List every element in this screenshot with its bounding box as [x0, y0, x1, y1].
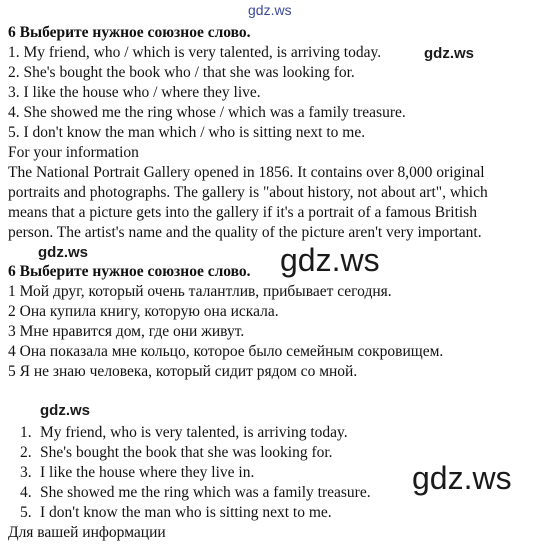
task-title-en: 6 Выберите нужное союзное слово.: [8, 24, 251, 41]
answer-item: [20, 423, 348, 443]
watermark-3: gdz.ws: [280, 242, 380, 278]
task-ru-item-1: 1 Мой друг, который очень талантлив, прибывает сегодня.: [8, 283, 392, 300]
watermark-4: gdz.ws: [40, 402, 91, 419]
info-line-4: person. The artist's name and the quality of the picture aren't very important.: [8, 224, 482, 241]
answer-text: My friend, who is very talented, is arriving today.: [40, 424, 348, 441]
answer-number: 3.: [20, 464, 32, 481]
answer-text: I don't know the man who is sitting next to me.: [40, 504, 332, 521]
answer-item: [20, 503, 332, 523]
task-item-4: 4. She showed me the ring whose / which was a family treasure.: [8, 104, 406, 121]
answer-item: [20, 443, 333, 463]
watermark-1: gdz.ws: [424, 45, 475, 62]
answer-number: 4.: [20, 484, 32, 501]
watermark-top: gdz.ws: [248, 2, 292, 18]
watermark-2: gdz.ws: [38, 244, 89, 261]
task-title-ru: 6 Выберите нужное союзное слово.: [8, 263, 251, 280]
task-item-1: 1. My friend, who / which is very talented, is arriving today.: [8, 44, 382, 61]
info-line-1: The National Portrait Gallery opened in 1856. It contains over 8,000 original: [8, 164, 485, 181]
answer-number: 1.: [20, 424, 32, 441]
task-item-5: 5. I don't know the man which / who is sitting next to me.: [8, 124, 366, 141]
footer-heading: Для вашей информации: [8, 524, 166, 541]
answer-number: 2.: [20, 444, 32, 461]
task-ru-item-5: 5 Я не знаю человека, который сидит рядом со мной.: [8, 363, 358, 380]
info-heading: For your information: [8, 144, 139, 161]
answer-number: 5.: [20, 504, 32, 521]
info-line-2: portraits and photographs. The gallery is "about history, not about art", which: [8, 184, 488, 201]
answer-text: She's bought the book that she was looking for.: [40, 444, 333, 461]
task-ru-item-3: 3 Мне нравится дом, где они живут.: [8, 323, 245, 340]
task-ru-item-4: 4 Она показала мне кольцо, которое было семейным сокровищем.: [8, 343, 444, 360]
answer-item: [20, 483, 371, 503]
answer-item: [20, 463, 254, 483]
task-ru-item-2: 2 Она купила книгу, которую она искала.: [8, 303, 279, 320]
answer-text: She showed me the ring which was a family treasure.: [40, 484, 371, 501]
task-item-3: 3. I like the house who / where they live.: [8, 84, 261, 101]
answer-text: I like the house where they live in.: [40, 464, 255, 481]
info-line-3: means that a picture gets into the gallery if it's a portrait of a famous British: [8, 204, 477, 221]
task-item-2: 2. She's bought the book who / that she was looking for.: [8, 64, 355, 81]
watermark-5: gdz.ws: [412, 460, 512, 496]
